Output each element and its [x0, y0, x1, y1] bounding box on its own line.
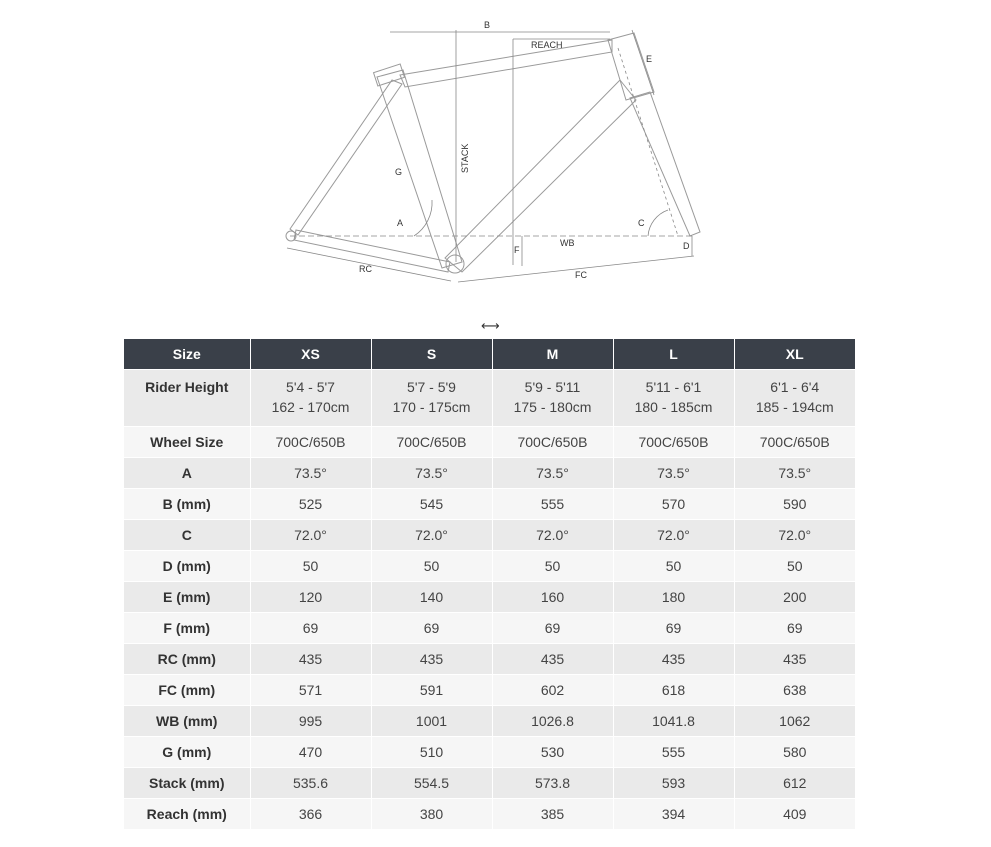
- angle-c-arc: [648, 210, 668, 236]
- table-row: [124, 427, 855, 458]
- row-label: WB (mm): [124, 706, 250, 737]
- table-cell: 69: [492, 613, 613, 644]
- header-xl: XL: [734, 339, 855, 370]
- table-row: [124, 675, 855, 706]
- table-cell: 120: [250, 582, 371, 613]
- table-cell: 73.5°: [371, 458, 492, 489]
- table-cell: 50: [492, 551, 613, 582]
- table-cell: 140: [371, 582, 492, 613]
- header-m: M: [492, 339, 613, 370]
- table-cell: 525: [250, 489, 371, 520]
- label-f: F: [514, 245, 520, 255]
- table-row: [124, 489, 855, 520]
- table-cell: 1001: [371, 706, 492, 737]
- top-tube: [400, 40, 612, 87]
- table-row: [124, 613, 855, 644]
- label-stack: STACK: [460, 143, 470, 173]
- table-cell: 554.5: [371, 768, 492, 799]
- label-wb: WB: [560, 238, 575, 248]
- table-cell: 380: [371, 799, 492, 830]
- table-cell: 50: [250, 551, 371, 582]
- row-label: B (mm): [124, 489, 250, 520]
- row-label: A: [124, 458, 250, 489]
- table-row: [124, 458, 855, 489]
- table-cell: 638: [734, 675, 855, 706]
- table-cell: 700C/650B: [613, 427, 734, 458]
- table-cell: 618: [613, 675, 734, 706]
- table-cell: 602: [492, 675, 613, 706]
- row-label: RC (mm): [124, 644, 250, 675]
- table-cell: 435: [613, 644, 734, 675]
- table-row: [124, 768, 855, 799]
- table-cell: 510: [371, 737, 492, 768]
- row-label: FC (mm): [124, 675, 250, 706]
- table-cell: 69: [371, 613, 492, 644]
- table-cell: 73.5°: [734, 458, 855, 489]
- label-g: G: [395, 167, 403, 177]
- row-label: Rider Height: [124, 370, 250, 427]
- table-cell: 435: [371, 644, 492, 675]
- table-cell: 50: [371, 551, 492, 582]
- down-tube: [445, 80, 636, 272]
- table-row: [124, 737, 855, 768]
- table-cell: 545: [371, 489, 492, 520]
- table-cell: 72.0°: [371, 520, 492, 551]
- row-label: D (mm): [124, 551, 250, 582]
- table-cell: 69: [613, 613, 734, 644]
- row-label: E (mm): [124, 582, 250, 613]
- label-rc: RC: [359, 264, 372, 274]
- header-l: L: [613, 339, 734, 370]
- table-cell: 200: [734, 582, 855, 613]
- table-cell: 69: [734, 613, 855, 644]
- header-size: Size: [124, 339, 250, 370]
- table-cell: 555: [613, 737, 734, 768]
- table-row: [124, 520, 855, 551]
- frame-geometry-drawing: [270, 8, 710, 300]
- label-c: C: [638, 218, 645, 228]
- table-cell: 535.6: [250, 768, 371, 799]
- frame-geometry-diagram: [270, 8, 710, 300]
- table-cell: 72.0°: [734, 520, 855, 551]
- table-cell: 435: [734, 644, 855, 675]
- row-label: F (mm): [124, 613, 250, 644]
- table-cell: 1026.8: [492, 706, 613, 737]
- label-d: D: [683, 241, 690, 251]
- table-cell: 530: [492, 737, 613, 768]
- table-cell: 160: [492, 582, 613, 613]
- table-cell: 1062: [734, 706, 855, 737]
- table-cell: 394: [613, 799, 734, 830]
- table-cell: 995: [250, 706, 371, 737]
- table-cell: 69: [250, 613, 371, 644]
- row-label: Stack (mm): [124, 768, 250, 799]
- geometry-table: [124, 339, 855, 829]
- table-cell: 366: [250, 799, 371, 830]
- table-cell: 72.0°: [250, 520, 371, 551]
- table-row: [124, 551, 855, 582]
- table-cell: 573.8: [492, 768, 613, 799]
- seat-stay: [290, 80, 402, 235]
- row-label: Reach (mm): [124, 799, 250, 830]
- table-row-rider-height: [124, 370, 855, 427]
- table-cell: 180: [613, 582, 734, 613]
- table-row: [124, 644, 855, 675]
- header-s: S: [371, 339, 492, 370]
- label-fc: FC: [575, 270, 587, 280]
- table-cell: 385: [492, 799, 613, 830]
- row-label: G (mm): [124, 737, 250, 768]
- label-b: B: [484, 20, 491, 30]
- table-cell: 435: [492, 644, 613, 675]
- seat-tube: [377, 70, 462, 268]
- table-cell: 470: [250, 737, 371, 768]
- table-row: [124, 799, 855, 830]
- table-cell: 555: [492, 489, 613, 520]
- table-cell: 50: [613, 551, 734, 582]
- table-cell: 5'7 - 5'9 170 - 175cm: [371, 370, 492, 427]
- fork: [630, 92, 700, 236]
- table-cell: 590: [734, 489, 855, 520]
- table-cell: 409: [734, 799, 855, 830]
- table-cell: 580: [734, 737, 855, 768]
- table-row: [124, 582, 855, 613]
- table-cell: 1041.8: [613, 706, 734, 737]
- table-cell: 435: [250, 644, 371, 675]
- table-cell: 72.0°: [492, 520, 613, 551]
- table-cell: 73.5°: [613, 458, 734, 489]
- table-cell: 591: [371, 675, 492, 706]
- table-cell: 700C/650B: [492, 427, 613, 458]
- table-cell: 5'4 - 5'7 162 - 170cm: [250, 370, 371, 427]
- label-a: A: [397, 218, 404, 228]
- table-cell: 570: [613, 489, 734, 520]
- table-cell: 5'11 - 6'1 180 - 185cm: [613, 370, 734, 427]
- table-cell: 571: [250, 675, 371, 706]
- horizontal-scroll-icon[interactable]: ⟷: [481, 319, 500, 334]
- table-cell: 700C/650B: [734, 427, 855, 458]
- row-label: C: [124, 520, 250, 551]
- table-cell: 6'1 - 6'4 185 - 194cm: [734, 370, 855, 427]
- table-cell: 612: [734, 768, 855, 799]
- label-e: E: [646, 54, 653, 64]
- table-cell: 593: [613, 768, 734, 799]
- row-label: Wheel Size: [124, 427, 250, 458]
- table-cell: 50: [734, 551, 855, 582]
- table-cell: 73.5°: [250, 458, 371, 489]
- table-cell: 72.0°: [613, 520, 734, 551]
- table-cell: 700C/650B: [371, 427, 492, 458]
- label-reach: REACH: [531, 40, 563, 50]
- table-cell: 73.5°: [492, 458, 613, 489]
- table-header-row: [124, 339, 855, 370]
- header-xs: XS: [250, 339, 371, 370]
- table-cell: 700C/650B: [250, 427, 371, 458]
- table-row: [124, 706, 855, 737]
- table-cell: 5'9 - 5'11 175 - 180cm: [492, 370, 613, 427]
